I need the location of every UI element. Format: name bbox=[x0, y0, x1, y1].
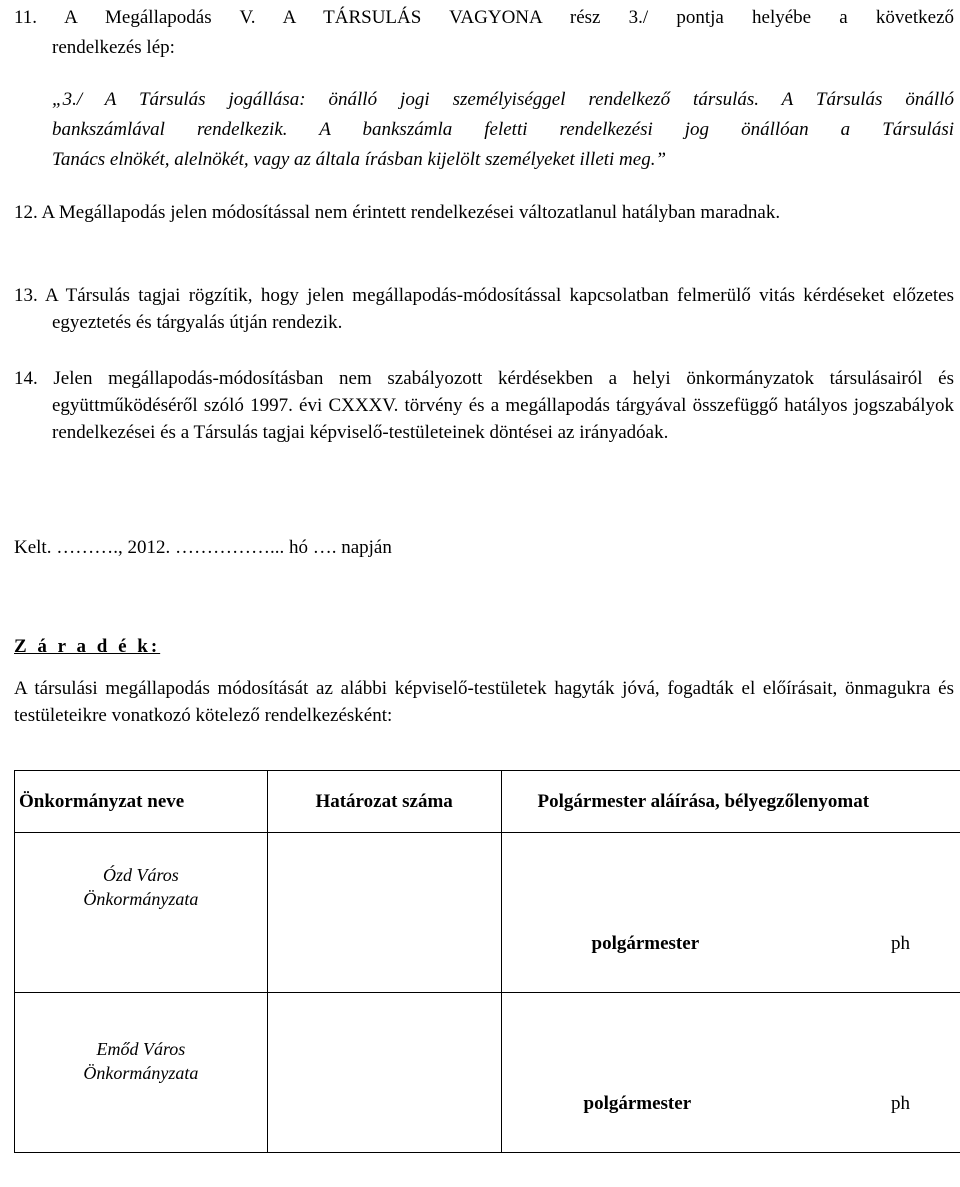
mayor-label: polgármester bbox=[591, 933, 700, 954]
signature-cell bbox=[501, 993, 960, 1153]
municipality-cell bbox=[15, 833, 268, 993]
stamp-label: ph bbox=[891, 1093, 910, 1114]
signature-table bbox=[14, 770, 960, 1153]
item-13: 13. A Társulás tagjai rögzítik, hogy jelen megállapodás-módosítással kapcsolatban felmerülő vitás kérdéseket előzetes egyeztetés és tárgyalás útján rendezik. bbox=[14, 285, 954, 333]
table-row bbox=[15, 833, 960, 993]
table-header-row bbox=[15, 771, 960, 833]
zaradek-text: A társulási megállapodás módosítását az alábbi képviselő-testületek hagyták jóvá, fogadták el előírásait, önmagukra és testületeikre vonatkozó kötelező rendelkezésként: bbox=[14, 678, 954, 726]
resolution-cell bbox=[267, 993, 501, 1153]
table-row bbox=[15, 993, 960, 1153]
header-resolution: Határozat száma bbox=[267, 771, 501, 833]
item-11-line2: rendelkezés lép: bbox=[52, 37, 175, 58]
municipality-suffix: Önkormányzata bbox=[83, 888, 199, 909]
item-11-line1: 11. A Megállapodás V. A TÁRSULÁS VAGYONA rész 3./ pontja helyébe a következő bbox=[14, 7, 954, 28]
item-14: 14. Jelen megállapodás-módosításban nem szabályozott kérdésekben a helyi önkormányzatok társulásairól és együttműködéséről szóló 1997. évi CXXXV. törvény és a megállapodás tárgyával összefüggő hatályos jogszabályok rendelkezései és a Társulás tagjai képviselő-testületeinek döntései az irányadóak. bbox=[14, 368, 954, 443]
header-municipality: Önkormányzat neve bbox=[15, 771, 268, 833]
zaradek-title: Z á r a d é k: bbox=[14, 636, 161, 657]
resolution-cell bbox=[267, 833, 501, 993]
municipality-name: Ózd Város bbox=[102, 864, 179, 885]
header-signature: Polgármester aláírása, bélyegzőlenyomat bbox=[501, 771, 960, 833]
signature-cell bbox=[501, 833, 960, 993]
quote-line3: Tanács elnökét, alelnökét, vagy az általa írásban kijelölt személyeket illeti meg.” bbox=[52, 149, 667, 170]
mayor-label: polgármester bbox=[583, 1093, 692, 1114]
quote-line2: bankszámlával rendelkezik. A bankszámla feletti rendelkezési jog önállóan a Társulási bbox=[52, 119, 954, 140]
quote-line1: „3./ A Társulás jogállása: önálló jogi személyiséggel rendelkező társulás. A Társulás önálló bbox=[52, 89, 954, 110]
stamp-label: ph bbox=[891, 933, 910, 954]
municipality-name: Emőd Város bbox=[96, 1038, 186, 1059]
municipality-cell bbox=[15, 993, 268, 1153]
item-12: 12. A Megállapodás jelen módosítással nem érintett rendelkezései változatlanul hatályban maradnak. bbox=[14, 202, 781, 223]
kelt-line: Kelt. ………., 2012. ……………... hó …. napján bbox=[14, 537, 392, 558]
municipality-suffix: Önkormányzata bbox=[83, 1062, 199, 1083]
